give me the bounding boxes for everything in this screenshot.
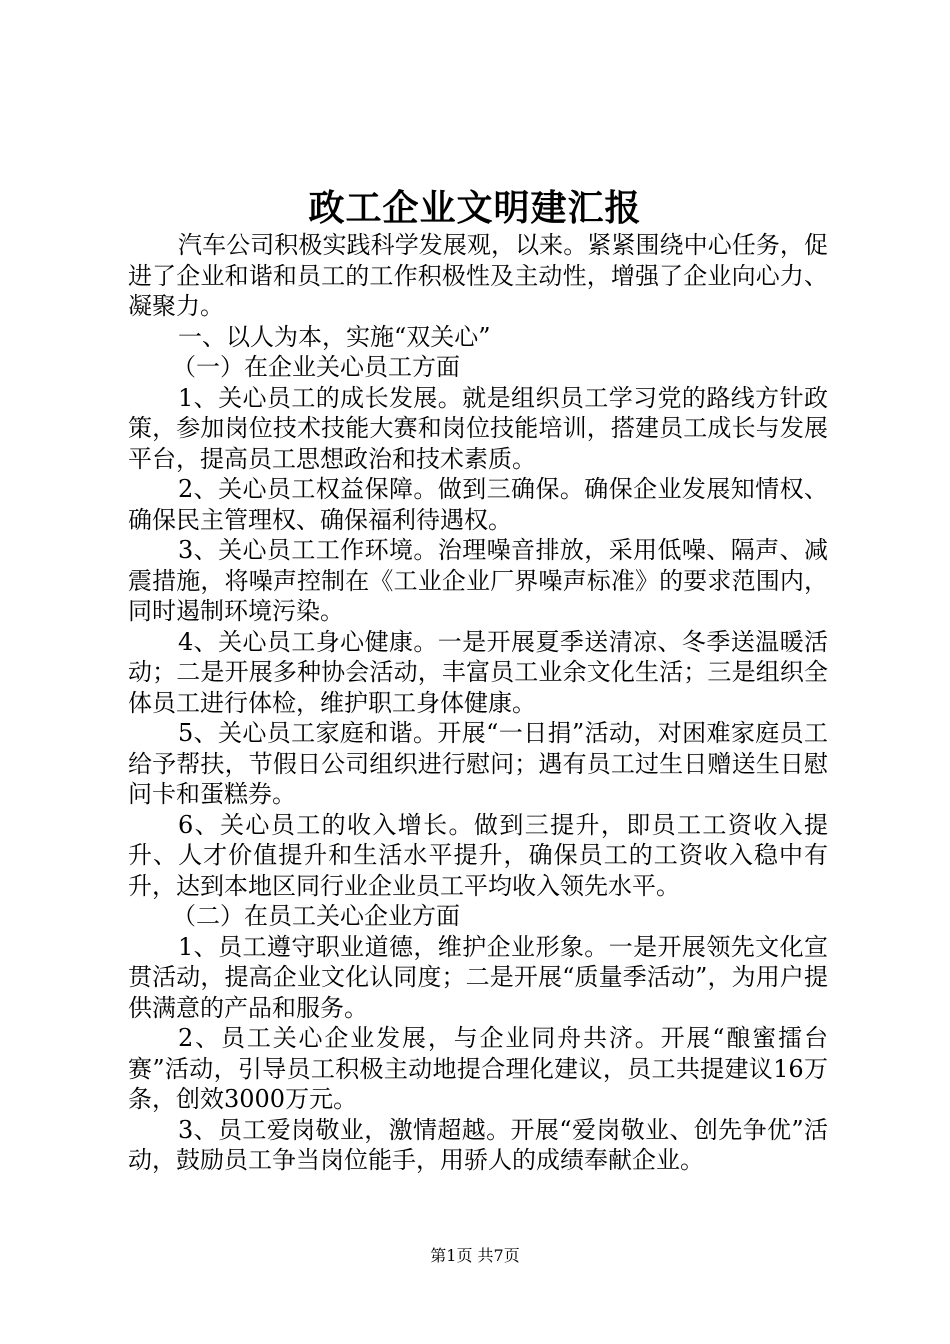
paragraph-item-3: 3、关心员工工作环境。治理噪音排放，采用低噪、隔声、减震措施，将噪声控制在《工业企业厂界噪声标准》的要求范围内，同时遏制环境污染。 xyxy=(128,536,828,625)
paragraph-item-7: 1、员工遵守职业道德，维护企业形象。一是开展领先文化宣贯活动，提高企业文化认同度；二是开展“质量季活动”，为用户提供满意的产品和服务。 xyxy=(128,932,828,1022)
intro-paragraph: 汽车公司积极实践科学发展观，以来。紧紧围绕中心任务，促进了企业和谐和员工的工作积极性及主动性，增强了企业向心力、凝聚力。 xyxy=(128,231,828,320)
section-heading-1: 一、以人为本，实施“双关心” xyxy=(178,322,491,351)
document-title: 政工企业文明建汇报 xyxy=(308,187,642,229)
subsection-heading-1: （一）在企业关心员工方面 xyxy=(172,353,460,381)
paragraph-item-4: 4、关心员工身心健康。一是开展夏季送清凉、冬季送温暖活动；二是开展多种协会活动，丰富员工业余文化生活；三是组织全体员工进行体检，维护职工身体健康。 xyxy=(128,627,828,717)
paragraph-item-5: 5、关心员工家庭和谐。开展“一日捐”活动，对困难家庭员工给予帮扶，节假日公司组织进行慰问；遇有员工过生日赠送生日慰问卡和蛋糕券。 xyxy=(128,719,828,808)
paragraph-item-6: 6、关心员工的收入增长。做到三提升，即员工工资收入提升、人才价值提升和生活水平提升，确保员工的工资收入稳中有升，达到本地区同行业企业员工平均收入领先水平。 xyxy=(128,810,828,900)
paragraph-item-1: 1、关心员工的成长发展。就是组织员工学习党的路线方针政策，参加岗位技术技能大赛和岗位技能培训，搭建员工成长与发展平台，提高员工思想政治和技术素质。 xyxy=(128,383,828,473)
subsection-heading-2: （二）在员工关心企业方面 xyxy=(172,902,460,930)
paragraph-item-2: 2、关心员工权益保障。做到三确保。确保企业发展知情权、确保民主管理权、确保福利待遇权。 xyxy=(128,475,828,534)
page-footer: 第1页 共7页 xyxy=(430,1246,520,1265)
paragraph-item-8: 2、员工关心企业发展，与企业同舟共济。开展“酿蜜擂台赛”活动，引导员工积极主动地提合理化建议，员工共提建议16万条，创效3000万元。 xyxy=(128,1024,828,1113)
document-body xyxy=(128,230,828,1176)
paragraph-item-9: 3、员工爱岗敬业，激情超越。开展“爱岗敬业、创先争优”活动，鼓励员工争当岗位能手，用骄人的成绩奉献企业。 xyxy=(128,1115,828,1174)
